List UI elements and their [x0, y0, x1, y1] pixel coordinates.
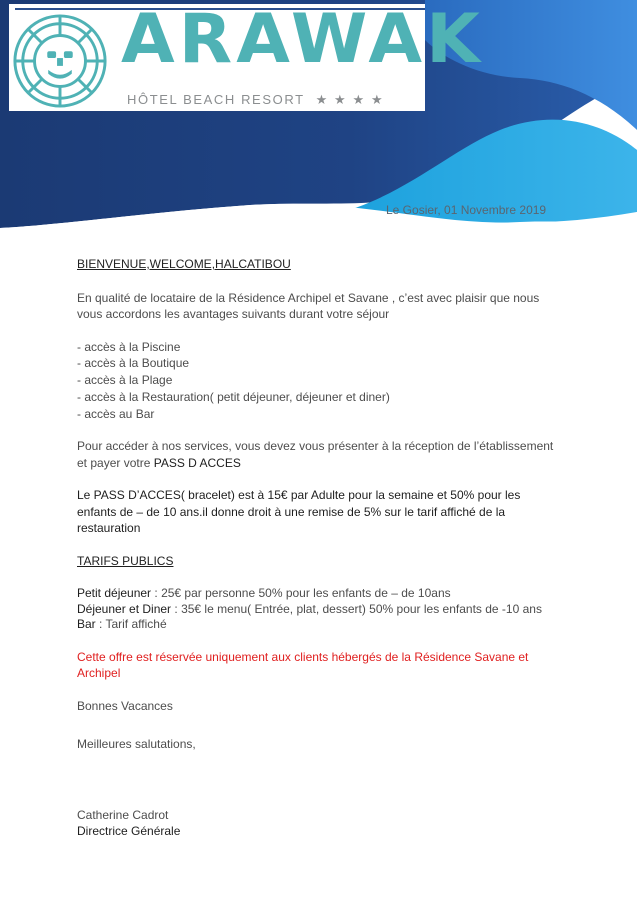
- benefit-item: - accès à la Plage: [77, 373, 173, 388]
- benefits-list: [77, 339, 563, 423]
- benefit-item: - accès à la Boutique: [77, 356, 190, 371]
- benefit-item: - accès au Bar: [77, 406, 155, 421]
- signatory-name: Catherine Cadrot: [77, 807, 169, 822]
- benefit-item: - accès à la Piscine: [77, 339, 181, 354]
- tarif-detail: : Tarif affiché: [95, 617, 167, 632]
- brand-tagline: [127, 92, 384, 108]
- letter-greeting: BIENVENUE,WELCOME,HALCATIBOU: [77, 257, 291, 271]
- brand-tagline-text: HÔTEL BEACH RESORT: [127, 92, 305, 107]
- letter-date: Le Gosier, 01 Novembre 2019: [386, 203, 547, 217]
- brand-wordmark: ARAWAK: [121, 0, 484, 79]
- benefit-item: - accès à la Restauration( petit déjeuner, déjeuner et diner): [77, 389, 390, 404]
- services-text: Pour accéder à nos services, vous devez vous présenter à la réception de l’établissement et payer votre: [77, 439, 554, 470]
- tarif-detail: : 35€ le menu( Entrée, plat, dessert) 50% pour les enfants de -10 ans: [171, 601, 542, 616]
- tarif-row: [77, 617, 563, 633]
- tarifs-heading: TARIFS PUBLICS: [77, 553, 174, 568]
- letter-body: [77, 256, 563, 840]
- tarifs-list: [77, 586, 563, 633]
- pass-info: Le PASS D’ACCES( bracelet) est à 15€ par Adulte pour la semaine et 50% pour les enfants de – de 10 ans.il donne droit à une remise de 5% sur le tarif affiché de la restauration: [77, 488, 521, 536]
- services-paragraph: [77, 438, 563, 471]
- tarif-label: Bar: [77, 617, 96, 632]
- closing-line: Bonnes Vacances: [77, 698, 173, 713]
- tarif-row: [77, 602, 563, 618]
- tarif-label: Déjeuner et Diner: [77, 601, 172, 616]
- exclusive-offer-notice: Cette offre est réservée uniquement aux clients hébergés de la Résidence Savane et Archipel: [77, 649, 529, 681]
- letter-intro: En qualité de locataire de la Résidence Archipel et Savane , c’est avec plaisir que nous vous accordons les avantages suivants durant votre séjour: [77, 290, 540, 321]
- salutation: Meilleures salutations,: [77, 737, 196, 752]
- tarif-label: Petit déjeuner: [77, 586, 152, 601]
- signatory-title: Directrice Générale: [77, 824, 181, 839]
- hotel-logo: [9, 0, 484, 111]
- tarif-detail: : 25€ par personne 50% pour les enfants de – de 10ans: [151, 586, 451, 601]
- pass-name: PASS D ACCES: [153, 455, 241, 470]
- brand-stars: ★ ★ ★ ★: [315, 92, 385, 107]
- sun-mask-icon: [11, 12, 109, 110]
- tarif-row: [77, 586, 563, 602]
